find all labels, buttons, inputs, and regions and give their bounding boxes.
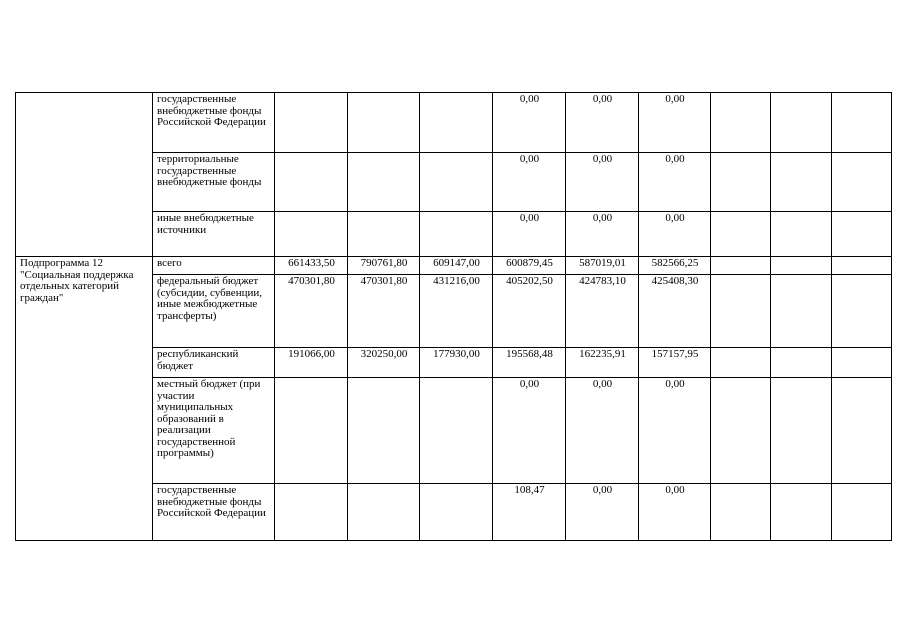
value-cell (711, 153, 771, 212)
value-cell (348, 378, 420, 484)
funding-source-cell: государственные внебюджетные фонды Российской Федерации (153, 93, 275, 153)
value-cell (711, 348, 771, 378)
value-cell: 582566,25 (639, 257, 711, 275)
value-cell: 405202,50 (493, 275, 566, 348)
budget-table (15, 92, 892, 541)
value-cell (711, 212, 771, 257)
funding-source-cell: территориальные государственные внебюджетные фонды (153, 153, 275, 212)
value-cell: 600879,45 (493, 257, 566, 275)
value-cell (771, 275, 832, 348)
value-cell (711, 93, 771, 153)
value-cell (771, 378, 832, 484)
value-cell (832, 153, 892, 212)
value-cell (832, 484, 892, 541)
value-cell (420, 212, 493, 257)
value-cell: 108,47 (493, 484, 566, 541)
value-cell (832, 378, 892, 484)
value-cell (771, 257, 832, 275)
value-cell (420, 153, 493, 212)
table-row (16, 93, 892, 153)
value-cell: 177930,00 (420, 348, 493, 378)
funding-source-cell: федеральный бюджет (субсидии, субвенции, иные межбюджетные трансферты) (153, 275, 275, 348)
value-cell (771, 348, 832, 378)
value-cell: 162235,91 (566, 348, 639, 378)
value-cell (275, 212, 348, 257)
value-cell (348, 153, 420, 212)
value-cell (832, 348, 892, 378)
subprogram-cell (16, 93, 153, 257)
funding-source-cell: иные внебюджетные источники (153, 212, 275, 257)
value-cell: 0,00 (566, 153, 639, 212)
value-cell: 0,00 (566, 378, 639, 484)
value-cell: 0,00 (639, 93, 711, 153)
value-cell (420, 484, 493, 541)
value-cell (832, 275, 892, 348)
value-cell: 661433,50 (275, 257, 348, 275)
value-cell (771, 212, 832, 257)
value-cell: 470301,80 (348, 275, 420, 348)
value-cell (832, 257, 892, 275)
value-cell (275, 153, 348, 212)
value-cell (275, 484, 348, 541)
value-cell (711, 378, 771, 484)
value-cell: 470301,80 (275, 275, 348, 348)
value-cell (348, 93, 420, 153)
value-cell: 609147,00 (420, 257, 493, 275)
value-cell: 0,00 (639, 212, 711, 257)
value-cell (832, 212, 892, 257)
value-cell: 191066,00 (275, 348, 348, 378)
table-row (16, 257, 892, 275)
funding-source-cell: государственные внебюджетные фонды Российской Федерации (153, 484, 275, 541)
value-cell: 424783,10 (566, 275, 639, 348)
value-cell: 320250,00 (348, 348, 420, 378)
value-cell: 425408,30 (639, 275, 711, 348)
value-cell (275, 93, 348, 153)
value-cell: 431216,00 (420, 275, 493, 348)
value-cell (711, 484, 771, 541)
value-cell: 0,00 (639, 484, 711, 541)
value-cell (771, 153, 832, 212)
funding-source-cell: всего (153, 257, 275, 275)
value-cell: 0,00 (493, 378, 566, 484)
value-cell: 0,00 (493, 153, 566, 212)
value-cell (771, 93, 832, 153)
value-cell: 195568,48 (493, 348, 566, 378)
value-cell: 0,00 (493, 212, 566, 257)
value-cell: 0,00 (566, 484, 639, 541)
subprogram-cell: Подпрограмма 12 "Социальная поддержка отдельных категорий граждан" (16, 257, 153, 541)
value-cell (348, 212, 420, 257)
value-cell (771, 484, 832, 541)
value-cell: 0,00 (639, 153, 711, 212)
value-cell (711, 257, 771, 275)
funding-source-cell: республиканский бюджет (153, 348, 275, 378)
value-cell: 0,00 (493, 93, 566, 153)
value-cell: 157157,95 (639, 348, 711, 378)
value-cell (711, 275, 771, 348)
value-cell (420, 378, 493, 484)
value-cell (348, 484, 420, 541)
value-cell: 0,00 (639, 378, 711, 484)
value-cell (832, 93, 892, 153)
value-cell: 587019,01 (566, 257, 639, 275)
value-cell: 790761,80 (348, 257, 420, 275)
funding-source-cell: местный бюджет (при участии муниципальных образований в реализации государственной программы) (153, 378, 275, 484)
value-cell (275, 378, 348, 484)
value-cell: 0,00 (566, 93, 639, 153)
value-cell (420, 93, 493, 153)
value-cell: 0,00 (566, 212, 639, 257)
